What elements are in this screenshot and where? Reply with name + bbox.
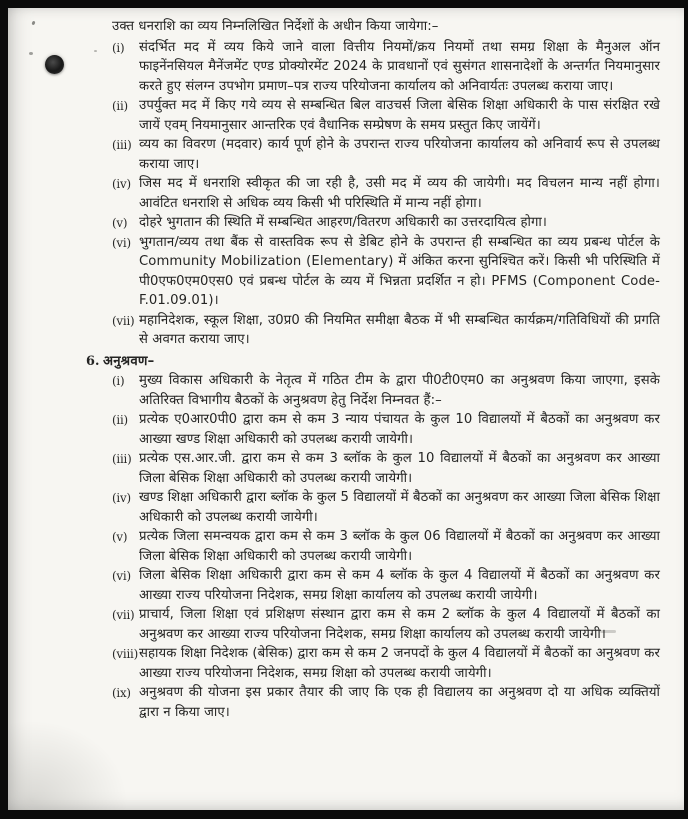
item-text: जिस मद में धनराशि स्वीकृत की जा रही है, उसी मद में व्यय की जायेगी। मद विचलन मान्य नहीं होगा। आवंटित धनराशि से अधिक व्यय किसी भी परिस्थिति में मान्य नहीं होगा। [139,176,660,211]
item-number: (iii) [112,138,132,152]
monitoring-item [112,566,660,605]
item-text: सहायक शिक्षा निदेशक (बेसिक) द्वारा कम से कम 2 जनपदों के कुल 4 विद्यालयों में बैठकों का अनुश्रवण कर आख्या राज्य परियोजना निदेशक, समग्र शिक्षा को उपलब्ध करायी जायेगी। [139,646,660,681]
item-text: अनुश्रवण की योजना इस प्रकार तैयार की जाए कि एक ही विद्यालय का अनुश्रवण दो या अधिक व्यक्तियों द्वारा न किया जाए। [139,685,660,720]
intro-line: उक्त धनराशि का व्यय निम्नलिखित निर्देशों के अधीन किया जायेगा:– [112,19,439,34]
item-text: खण्ड शिक्षा अधिकारी द्वारा ब्लॉक के कुल 5 विद्यालयों में बैठकों का अनुश्रवण कर आख्या जिला बेसिक शिक्षा अधिकारी को उपलब्ध करायी जायेगी। [139,490,660,525]
item-text: मुख्य विकास अधिकारी के नेतृत्व में गठित टीम के द्वारा पी0टी0एम0 का अनुश्रवण किया जाएगा, इसके अतिरिक्त विभागीय बैठकों के अनुश्रवण हेतु निर्देश निम्नवत हैं:– [139,373,660,408]
document-page [8,8,684,810]
monitoring-item [112,683,660,722]
item-number: (iv) [112,177,131,191]
item-number: (v) [112,530,128,544]
item-number: (vi) [112,569,131,583]
section-title: अनुश्रवण– [103,353,155,369]
directive-item [112,38,660,97]
document-text-block [8,8,684,722]
monitoring-item [112,644,660,683]
item-number: (iii) [112,452,132,466]
section-6-heading [86,352,660,372]
item-text: भुगतान/व्यय तथा बैंक से वास्तविक रूप से डेबिट होने के उपरान्त ही सम्बन्धित का व्यय प्रबन्ध पोर्टल के Community Mobilization (Elementary) में अंकित करना सुनिश्चित करें। किसी भी परिस्थिति में पी0एफ0एम0एस0 एवं प्रबन्ध पोर्टल के व्यय में भिन्नता प्रदर्शित न हो। PFMS (Component Code-F.01.09.01)। [139,234,660,308]
item-number: (vii) [112,608,135,622]
item-number: (v) [112,216,128,230]
item-text: व्यय का विवरण (मदवार) कार्य पूर्ण होने के उपरान्त राज्य परियोजना कार्यालय को अनिवार्य रूप से उपलब्ध कराया जाए। [139,137,660,172]
item-text: जिला बेसिक शिक्षा अधिकारी द्वारा कम से कम 4 ब्लॉक के कुल 4 विद्यालयों में बैठकों का अनुश्रवण कर आख्या राज्य परियोजना निदेशक, समग्र शिक्षा कार्यालय को उपलब्ध करायी जायेगी। [139,568,660,603]
corner-shade [8,720,128,810]
item-number: (iv) [112,491,131,505]
directive-item [112,174,660,213]
directive-item [112,96,660,135]
item-number: (ii) [112,99,128,113]
item-text: प्रत्येक जिला समन्वयक द्वारा कम से कम 3 ब्लॉक के कुल 06 विद्यालयों में बैठकों का अनुश्रवण कर आख्या जिला बेसिक शिक्षा अधिकारी को उपलब्ध करायी जायेगी। [139,529,660,564]
monitoring-item [112,527,660,566]
item-number: (i) [112,374,125,388]
item-number: (ix) [112,686,131,700]
monitoring-item [112,371,660,410]
monitoring-item [112,605,660,644]
item-text: प्रत्येक ए0आर0पी0 द्वारा कम से कम 3 न्याय पंचायत के कुल 10 विद्यालयों में बैठकों का अनुश्रवण कर आख्या खण्ड शिक्षा अधिकारी को उपलब्ध करायी जायेगी। [139,412,660,447]
item-number: (viii) [112,647,138,661]
item-text: दोहरे भुगतान की स्थिति में सम्बन्धित आहरण/वितरण अधिकारी का उत्तरदायित्व होगा। [139,215,548,230]
monitoring-item [112,410,660,449]
monitoring-item [112,449,660,488]
directive-item [112,233,660,311]
directive-item [112,135,660,174]
directive-item [112,213,660,233]
directive-item [112,311,660,350]
item-number: (vii) [112,313,135,328]
monitoring-item [112,488,660,527]
item-number: (ii) [112,413,128,427]
item-text: उपर्युक्त मद में किए गये व्यय से सम्बन्धित बिल वाउचर्स जिला बेसिक शिक्षा अधिकारी के पास संरक्षित रखे जायें एवम् नियमानुसार आन्तरिक एवं वैधानिक सम्प्रेषण के समय प्रस्तुत किए जायेंगें। [139,98,660,133]
item-text: प्राचार्य, जिला शिक्षा एवं प्रशिक्षण संस्थान द्वारा कम से कम 2 ब्लॉक के कुल 4 विद्यालयों में बैठकों का अनुश्रवण कर आख्या राज्य परियोजना निदेशक, समग्र शिक्षा कार्यालय को उपलब्ध करायी जायेगी। [139,607,660,642]
item-text: प्रत्येक एस.आर.जी. द्वारा कम से कम 3 ब्लॉक के कुल 10 विद्यालयों में बैठकों का अनुश्रवण कर आख्या जिला बेसिक शिक्षा अधिकारी को उपलब्ध करायी जायेगी। [139,451,660,486]
item-text: संदर्भित मद में व्यय किये जाने वाला वित्तीय नियमों/क्रय नियमों तथा समग्र शिक्षा के मैनुअल ऑन फाइनेंनसियल मैनेंजमेंट एण्ड प्रोक्योरमेंट 2024 के प्रावधानों एवं सुसंगत शासनादेशों के अन्तर्गत नियमानुसार करते हुए संलग्न उपभोग प्रमाण–पत्र राज्य परियोजना कार्यालय को अनिवार्यतः उपलब्ध कराया जाए। [139,39,660,94]
item-text: महानिदेशक, स्कूल शिक्षा, उ0प्र0 की नियमित समीक्षा बैठक में भी सम्बन्धित कार्यक्रम/गतिविधियों की प्रगति से अवगत कराया जाए। [139,312,660,347]
section-number: 6. [86,353,100,369]
item-number: (i) [112,40,125,55]
item-number: (vi) [112,235,131,250]
